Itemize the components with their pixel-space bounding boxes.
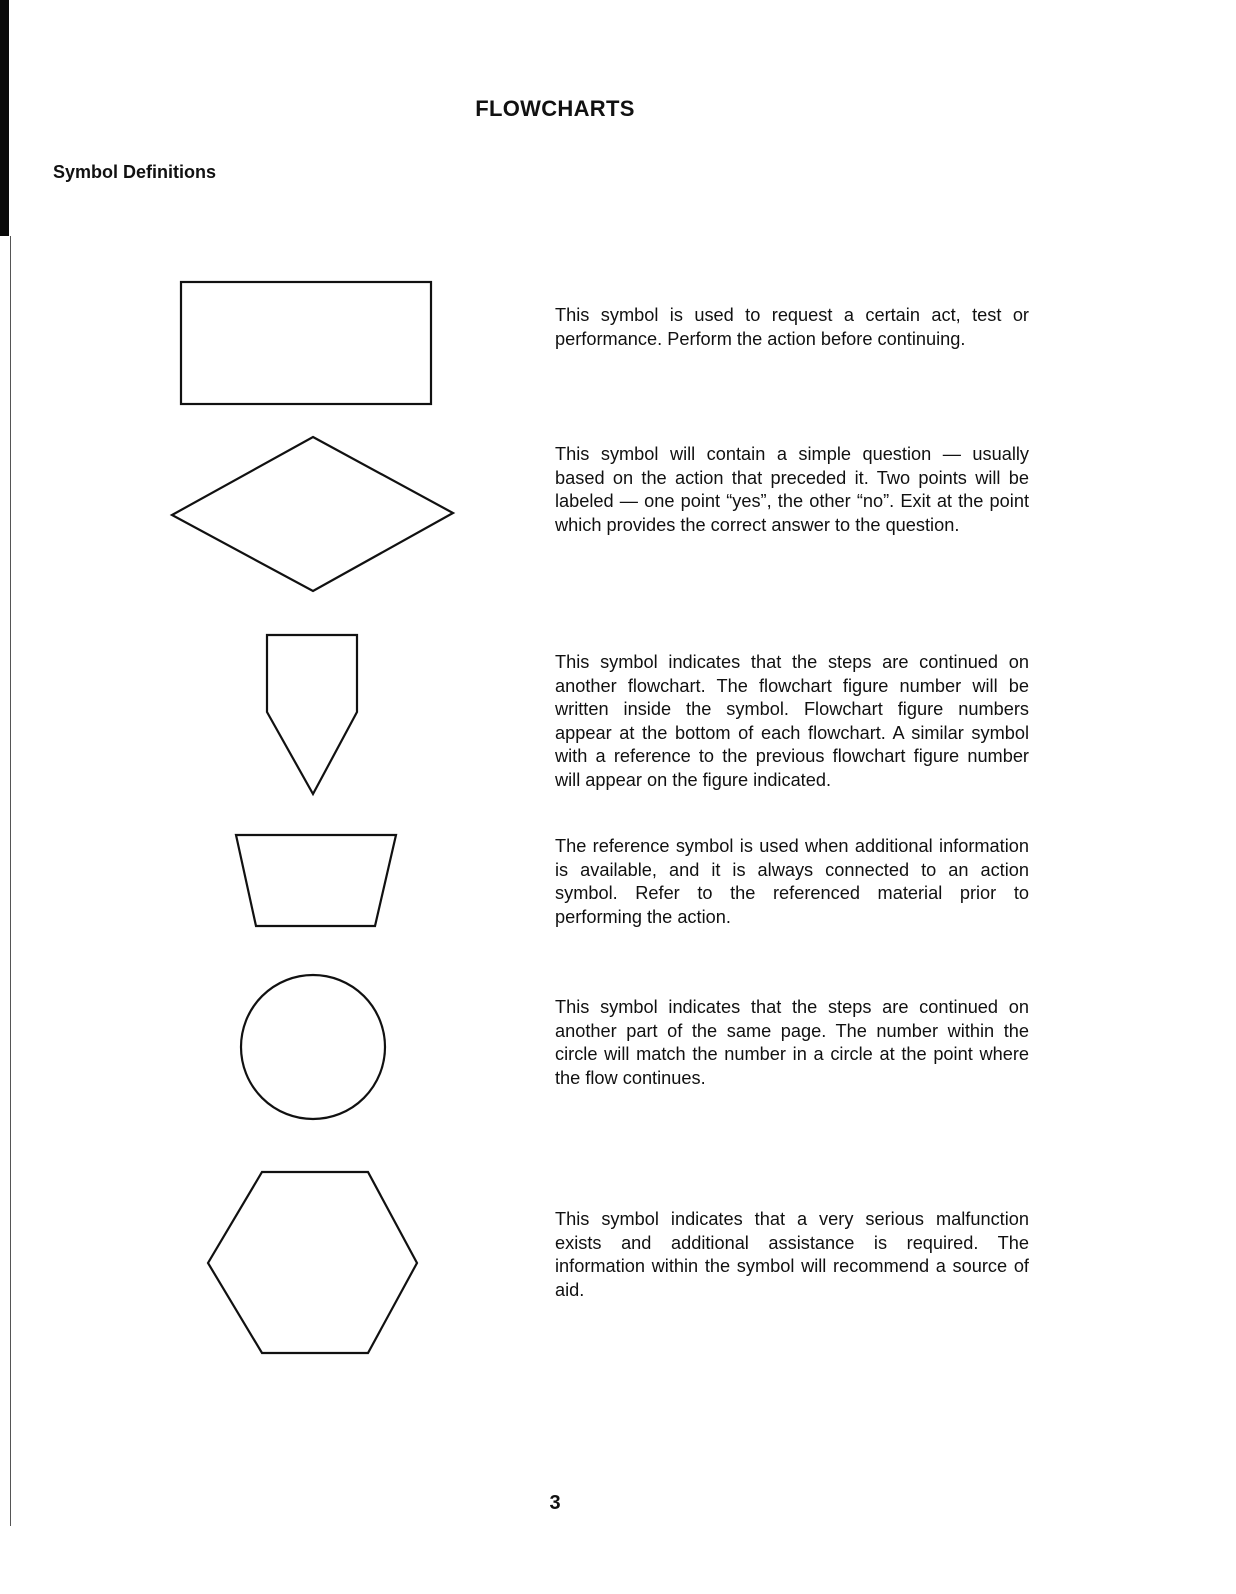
decision-diamond-icon <box>172 437 453 591</box>
reference-trapezoid-icon <box>236 835 396 926</box>
on-page-connector-description: This symbol indicates that the steps are continued on another part of the same page. The number within the circle will match the number in a circle at the point where the flow continues. <box>555 997 1029 1088</box>
off-page-connector-icon <box>267 635 357 794</box>
assistance-symbol-description: This symbol indicates that a very serious malfunction exists and additional assistance is required. The information within the symbol will recommend a source of aid. <box>555 1209 1029 1300</box>
action-rectangle-icon <box>181 282 431 404</box>
page-title: FLOWCHARTS <box>475 96 635 121</box>
decision-symbol-description: This symbol will contain a simple question — usually based on the action that preceded it. Two points will be labeled — one point “yes”, the other “no”. Exit at the point which provides the correct answer to the question. <box>555 444 1029 535</box>
page-number: 3 <box>549 1492 561 1514</box>
reference-symbol-description: The reference symbol is used when additional information is available, and it is always connected to an action symbol. Refer to the referenced material prior to performing the action. <box>555 836 1029 927</box>
action-symbol-description: This symbol is used to request a certain act, test or performance. Perform the action before continuing. <box>555 305 1029 349</box>
section-heading: Symbol Definitions <box>53 162 217 182</box>
on-page-connector-circle-icon <box>241 975 385 1119</box>
off-page-connector-description: This symbol indicates that the steps are continued on another flowchart. The flowchart figure number will be written inside the symbol. Flowchart figure numbers appear at the bottom of each flowchart. A similar symbol with a reference to the previous flowchart figure number will appear on the figure indicated. <box>555 652 1029 790</box>
assistance-hexagon-icon <box>208 1172 417 1353</box>
